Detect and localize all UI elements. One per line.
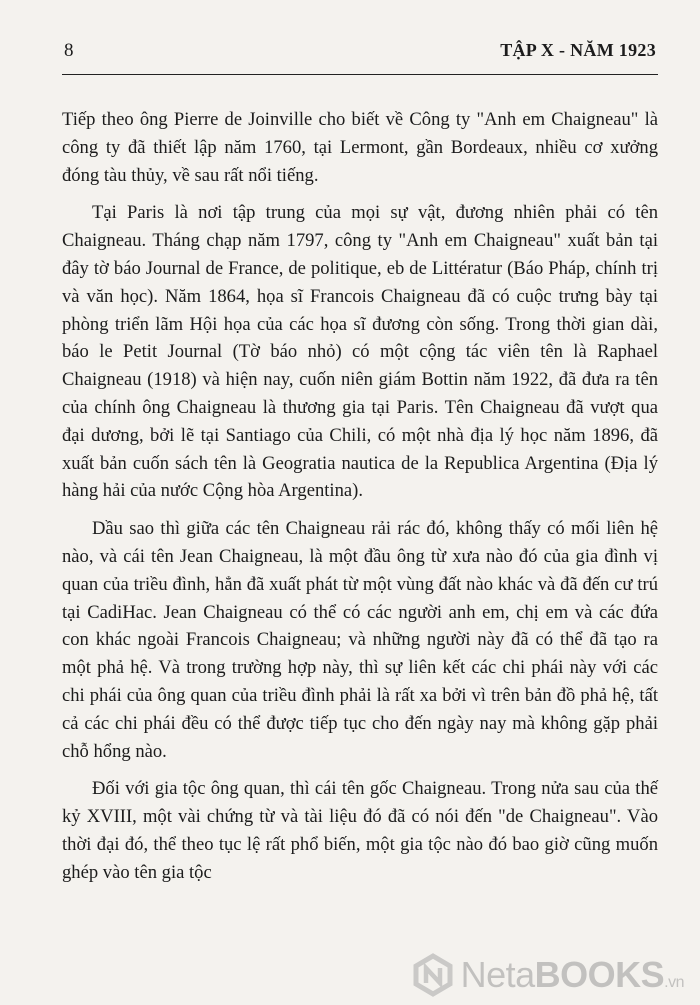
running-title: TẬP X - NĂM 1923	[500, 40, 656, 60]
header-rule	[62, 74, 658, 75]
paragraph-2: Tại Paris là nơi tập trung của mọi sự vật, đương nhiên phải có tên Chaigneau. Tháng chạp năm 1797, công ty "Anh em Chaigneau" xuất bản tại đây tờ báo Journal de France, de politique, eb de Littératur (Báo Pháp, chính trị và văn học). Năm 1864, họa sĩ Francois Chaigneau đã có cuộc trưng bày tại phòng triển lãm Hội họa của các họa sĩ đương còn sống. Trong thời gian dài, báo le Petit Journal (Tờ báo nhỏ) có một cộng tác viên tên là Raphael Chaigneau (1918) và hiện nay, cuốn niên giám Bottin năm 1922, đã đưa ra tên của chính ông Chaigneau là thương gia tại Paris. Tên Chaigneau đã vượt qua đại dương, bởi lẽ tại Santiago của Chili, có một nhà địa lý học năm 1896, đã xuất bản cuốn sách tên là Geogratia nautica de la Republica Argentina (Địa lý hàng hải của nước Cộng hòa Argentina).	[62, 202, 658, 502]
watermark	[411, 953, 684, 997]
body-text	[62, 106, 658, 897]
paragraph-3: Dầu sao thì giữa các tên Chaigneau rải rác đó, không thấy có mối liên hệ nào, và cái tên Jean Chaigneau, là một đầu ông từ xưa nào đó của gia đình vị quan của triều đình, hẳn đã xuất phát từ một vùng đất nào khác và đã đến cư trú tại CadiHac. Jean Chaigneau có thể có các người anh em, chị em và các đứa con khác ngoài Francois Chaigneau; và những người này đã có thể đã tạo ra một phả hệ. Và trong trường hợp này, thì sự liên kết các chi phái này với các chi phái của ông quan của triều đình phải là rất xa bởi vì trên bản đồ phả hệ, tất cả các chi phái đều có thể được tiếp tục cho đến ngày nay mà không gặp phải chỗ hổng nào.	[62, 518, 658, 762]
page-number: 8	[64, 40, 74, 61]
watermark-text	[461, 954, 684, 996]
watermark-brand-bold: BOOKS	[534, 954, 665, 995]
netabooks-logo-icon	[411, 953, 455, 997]
paragraph-4: Đối với gia tộc ông quan, thì cái tên gốc Chaigneau. Trong nửa sau của thế kỷ XVIII, một vài chứng từ và tài liệu đó đã có nói đến "de Chaigneau". Vào thời đại đó, thể theo tục lệ rất phổ biến, một gia tộc nào đó bao giờ cũng muốn ghép vào tên gia tộc	[62, 778, 658, 883]
paragraph-1: Tiếp theo ông Pierre de Joinville cho biết về Công ty "Anh em Chaigneau" là công ty đã thiết lập năm 1760, tại Lermont, gần Bordeaux, nhiều cơ xưởng đóng tàu thủy, về sau rất nổi tiếng.	[62, 109, 658, 186]
watermark-tld: .vn	[664, 974, 684, 991]
watermark-brand-light: Neta	[460, 954, 535, 995]
